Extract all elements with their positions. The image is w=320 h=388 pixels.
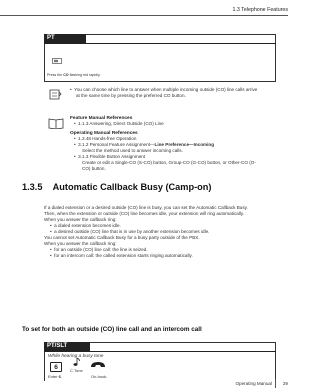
- on-hook-icon: [90, 361, 106, 369]
- page-number: 29: [282, 381, 288, 386]
- header-rule: [0, 15, 288, 16]
- procedure-title: To set for both an outside (CO) line call and an intercom call: [22, 326, 202, 333]
- feature-manual-title: Feature Manual References: [70, 116, 133, 121]
- busy-tone-hint: While hearing a busy tone: [48, 354, 104, 359]
- section-header: 1.3 Telephone Features: [232, 7, 288, 13]
- pt-slt-tab-line: [44, 351, 276, 352]
- pt-tab: PT: [44, 34, 86, 43]
- line-button-icon: [52, 58, 62, 64]
- operating-manual-title: Operating Manual References: [70, 131, 138, 136]
- feature-manual-item: • 1.1.3 Answering, Direct Outside (CO) Line: [74, 121, 164, 126]
- confirmation-tone-icon: [72, 357, 81, 367]
- pt-slt-tab: PT/SLT: [44, 342, 90, 351]
- note-icon: [48, 88, 62, 101]
- pt-tab-line: [44, 43, 276, 44]
- references: [70, 116, 280, 172]
- note-text: • You can choose which line to answer when multiple incoming outside (CO) line calls arrive at the same time by pressing the preferred CO button.: [70, 87, 258, 98]
- section-body: If a dialed extension or a desired outside (CO) line is busy, you can set the Automatic Callback Busy. Then, when the extension or outside (CO) line becomes idle, your extension will ring automatically. When you answer the callback ring: • a dialed extension becomes idle. • a desired outside (CO) line that is in use by another extension becomes idle. You cannot set Automatic Callback Busy for a busy party outside of the PBX. When you answer the callback ring: • for an outside (CO) line call: the line is seized. • for an intercom call: the called extension starts ringing automatically.: [44, 205, 248, 258]
- dial-key-6: 6: [50, 362, 62, 372]
- on-hook-label: On-hook.: [91, 374, 108, 379]
- pt-caption: Press the CO flashing red rapidly.: [47, 73, 101, 77]
- operating-manual-items: • 1.3.48 Hands-free Operation • 3.1.2 Personal Feature Assignment—Line Preference—Incoming Select the method used to answer incoming calls. • 3.1.3 Flexible Button Assignment Create or edit a Single-CO (S-CO) button, Group-CO (G-CO) button, or Other-CO (O- CO) button.: [74, 136, 256, 171]
- enter-label: Enter 6.: [48, 374, 63, 379]
- section-heading: 1.3.5 Automatic Callback Busy (Camp-on): [22, 182, 212, 192]
- footer-rule: [275, 379, 276, 388]
- footer-manual: Operating Manual: [235, 381, 272, 386]
- tone-label: C.Tone: [70, 368, 83, 373]
- book-icon: [48, 117, 64, 129]
